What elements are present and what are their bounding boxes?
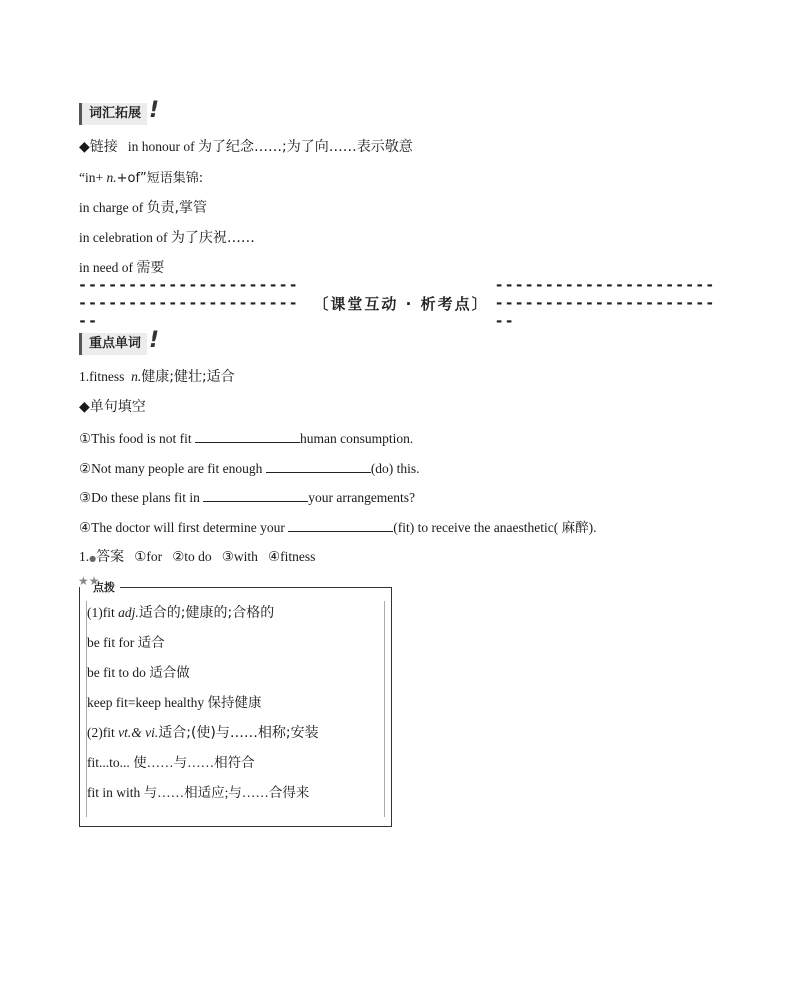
answer-blank[interactable] [266, 459, 371, 473]
divider-title: 〔课堂互动 · 析考点〕 [313, 294, 489, 313]
collection-title: “in+ n.+of”短语集锦: [79, 170, 204, 186]
link-phrase: in honour of [127, 139, 195, 154]
exercise-sentence: ③Do these plans fit in your arrangements? [79, 490, 416, 505]
link-meaning: 为了纪念……;为了向……表示敬意 [198, 139, 413, 155]
answer-icon: ● [89, 554, 97, 563]
note-line: fit...to... 使……与……相符合 [87, 755, 255, 770]
link-label: ◆链接 [79, 139, 118, 155]
exclamation-icon: ! [148, 98, 160, 123]
answer-blank[interactable] [203, 488, 308, 502]
notes-title: 点拨 [93, 581, 115, 594]
word-entry: 1.fitness n.健康;健壮;适合 [79, 369, 235, 385]
star-icon: ★★ [78, 574, 100, 588]
phrase-item: in celebration of 为了庆祝…… [79, 230, 255, 246]
note-line: be fit for 适合 [87, 635, 165, 650]
key-words-tag-label: 重点单词 [89, 336, 142, 351]
answer-blank[interactable] [288, 518, 393, 532]
divider-dashes-left: ---------------------------------------------- [78, 276, 299, 330]
exclamation-icon: ! [148, 328, 160, 353]
note-line: keep fit=keep healthy 保持健康 [87, 695, 262, 710]
answer-line: 1.●答案 ①for ②to do ③with ④fitness [79, 549, 316, 565]
phrase-item: in charge of 负责,掌管 [79, 200, 208, 216]
section-divider [78, 276, 724, 330]
exercise-sentence: ②Not many people are fit enough (do) this. [79, 461, 420, 476]
key-words-tag [79, 328, 160, 355]
vocab-expansion-tag [79, 98, 160, 125]
link-line [79, 138, 413, 156]
vocab-expansion-tag-label: 词汇拓展 [89, 106, 142, 121]
answer-blank[interactable] [195, 429, 300, 443]
note-line: be fit to do 适合做 [87, 665, 190, 680]
exercise-sentence: ①This food is not fit human consumption. [79, 431, 414, 446]
exercise-title: ◆单句填空 [79, 399, 146, 415]
phrase-item: in need of 需要 [79, 260, 165, 276]
exercise-sentence: ④The doctor will first determine your (fit) to receive the anaesthetic( 麻醉). [79, 520, 597, 535]
note-line: fit in with 与……相适应;与……合得来 [87, 785, 310, 800]
divider-dashes-right: ---------------------------------------------- [494, 276, 716, 330]
note-line: (2)fit vt.& vi.适合;(使)与……相称;安装 [87, 725, 319, 741]
note-line: (1)fit adj.适合的;健康的;合格的 [87, 605, 275, 621]
